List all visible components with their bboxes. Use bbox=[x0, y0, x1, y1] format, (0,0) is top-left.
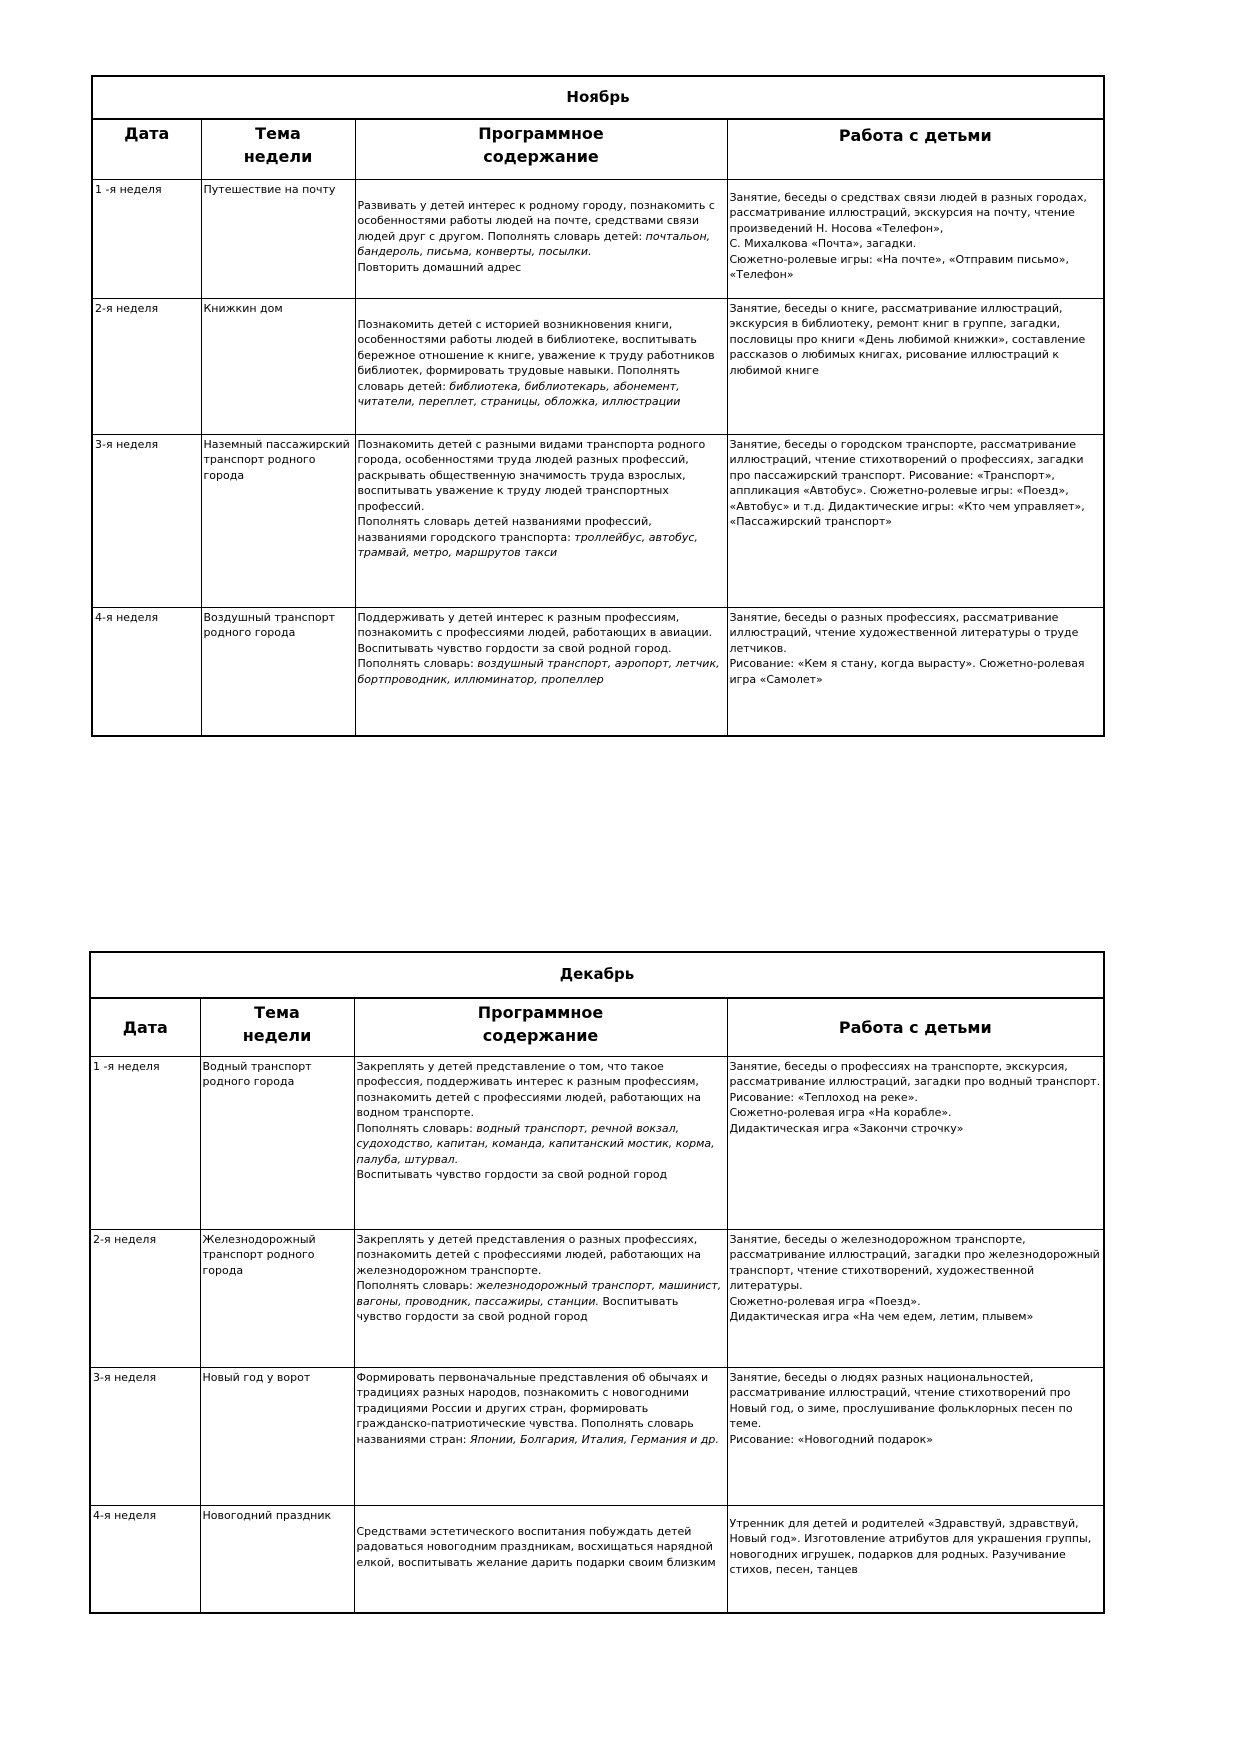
week-cell: 4-я неделя bbox=[90, 1505, 200, 1613]
vocabulary: железнодорожный транспорт, машинист, вагоны, проводник, пассажиры, станции. bbox=[356, 1279, 722, 1308]
program-cell: Закреплять у детей представление о том, что такое профессия, поддерживать интерес к разным профессиям, познакомить детей с профессиями людей, работающих на водном транспорте. Пополнять словарь: водный транспорт, речной вокзал, судоходство, капитан, команда, капитанский мостик, корма, палуба, штурвал. Воспитывать чувство гордости за свой родной город bbox=[354, 1056, 727, 1229]
vocabulary: Японии, Болгария, Италия, Германия и др. bbox=[469, 1432, 719, 1446]
work-cell: Занятие, беседы о книге, рассматривание иллюстраций, экскурсия в библиотеку, ремонт книг в группе, загадки, пословицы про книги «День любимой книжки», составление рассказов о любимых книгах, рисование иллюстраций к любимой книге bbox=[727, 298, 1104, 434]
week-cell: 4-я неделя bbox=[92, 607, 201, 736]
program-cell: Познакомить детей с историей возникновения книги, особенностями работы людей в библиотеке, воспитывать бережное отношение к книге, уважение к труду работников библиотек, формировать трудовые навыки. Пополнять словарь детей: библиотека, библиотекарь, абонемент, читатели, переплет, страницы, обложка, иллюстрации bbox=[355, 298, 727, 434]
vocabulary: троллейбус, автобус, трамвай, метро, маршрутов такси bbox=[357, 530, 698, 559]
theme-cell: Железнодорожный транспорт родного города bbox=[200, 1229, 354, 1367]
work-cell: Занятие, беседы о разных профессиях, рассматривание иллюстраций, чтение художественной литературы о труде летчиков. Рисование: «Кем я стану, когда вырасту». Сюжетно-ролевая игра «Самолет» bbox=[727, 607, 1104, 736]
work-cell: Занятие, беседы о городском транспорте, рассматривание иллюстраций, чтение стихотворений о профессиях, загадки про пассажирский транспорт. Рисование: «Транспорт», аппликация «Автобус». Сюжетно-ролевые игры: «Поезд», «Автобус» и т.д. Дидактические игры: «Кто чем управляет», «Пассажирский транспорт» bbox=[727, 434, 1104, 607]
december-table bbox=[89, 951, 1105, 1614]
header-work: Работа с детьми bbox=[727, 998, 1104, 1056]
week-cell: 1 -я неделя bbox=[92, 179, 201, 298]
program-cell: Закреплять у детей представления о разных профессиях, познакомить детей с профессиями людей, работающих на железнодорожном транспорте. Пополнять словарь: железнодорожный транспорт, машинист, вагоны, проводник, пассажиры, станции. Воспитывать чувство гордости за свой родной город bbox=[354, 1229, 727, 1367]
vocabulary: библиотека, библиотекарь, абонемент, читатели, переплет, страницы, обложка, иллюстрации bbox=[357, 379, 681, 408]
work-cell: Занятие, беседы о профессиях на транспорте, экскурсия, рассматривание иллюстраций, загадки про водный транспорт. Рисование: «Теплоход на реке». Сюжетно-ролевая игра «На корабле». Дидактическая игра «Закончи строчку» bbox=[727, 1056, 1104, 1229]
theme-cell: Водный транспорт родного города bbox=[200, 1056, 354, 1229]
month-title: Декабрь bbox=[90, 952, 1104, 998]
week-cell: 3-я неделя bbox=[92, 434, 201, 607]
theme-cell: Наземный пассажирский транспорт родного города bbox=[201, 434, 355, 607]
work-cell: Занятие, беседы о людях разных национальностей, рассматривание иллюстраций, чтение стихотворений про Новый год, о зиме, прослушивание фольклорных песен по теме. Рисование: «Новогодний подарок» bbox=[727, 1367, 1104, 1505]
theme-cell: Воздушный транспорт родного города bbox=[201, 607, 355, 736]
theme-cell: Новогодний праздник bbox=[200, 1505, 354, 1613]
header-program: Программное содержание bbox=[354, 998, 727, 1056]
program-cell: Познакомить детей с разными видами транспорта родного города, особенностями труда людей разных профессий, раскрывать общественную значимость труда взрослых, воспитывать уважение к труду людей транспортных профессий. Пополнять словарь детей названиями профессий, названиями городского транспорта: троллейбус, автобус, трамвай, метро, маршрутов такси bbox=[355, 434, 727, 607]
theme-cell: Книжкин дом bbox=[201, 298, 355, 434]
work-cell: Занятие, беседы о железнодорожном транспорте, рассматривание иллюстраций, загадки про железнодорожный транспорт, чтение стихотворений, художественной литературы. Сюжетно-ролевая игра «Поезд». Дидактическая игра «На чем едем, летим, плывем» bbox=[727, 1229, 1104, 1367]
vocabulary: почтальон, бандероль, письма, конверты, посылки. bbox=[357, 229, 711, 258]
week-cell: 2-я неделя bbox=[92, 298, 201, 434]
work-cell: Занятие, беседы о средствах связи людей в разных городах, рассматривание иллюстраций, экскурсия на почту, чтение произведений Н. Носова «Телефон», С. Михалкова «Почта», загадки. Сюжетно-ролевые игры: «На почте», «Отправим письмо», «Телефон» bbox=[727, 179, 1104, 298]
header-date: Дата bbox=[92, 119, 201, 179]
week-cell: 1 -я неделя bbox=[90, 1056, 200, 1229]
november-table bbox=[91, 75, 1105, 737]
header-date: Дата bbox=[90, 998, 200, 1056]
theme-cell: Новый год у ворот bbox=[200, 1367, 354, 1505]
header-work: Работа с детьми bbox=[727, 119, 1104, 179]
header-program: Программное содержание bbox=[355, 119, 727, 179]
vocabulary: воздушный транспорт, аэропорт, летчик, бортпроводник, иллюминатор, пропеллер bbox=[357, 657, 720, 686]
program-cell: Формировать первоначальные представления об обычаях и традициях разных народов, познакомить с новогодними традициями России и других стран, формировать гражданско-патриотические чувства. Пополнять словарь названиями стран: Японии, Болгария, Италия, Германия и др. bbox=[354, 1367, 727, 1505]
work-cell: Утренник для детей и родителей «Здравствуй, здравствуй, Новый год». Изготовление атрибутов для украшения группы, новогодних игрушек, подарков для родных. Разучивание стихов, песен, танцев bbox=[727, 1505, 1104, 1613]
header-theme: Тема недели bbox=[200, 998, 354, 1056]
header-theme: Тема недели bbox=[201, 119, 355, 179]
theme-cell: Путешествие на почту bbox=[201, 179, 355, 298]
program-cell: Развивать у детей интерес к родному городу, познакомить с особенностями работы людей на почте, средствами связи людей друг с другом. Пополнять словарь детей: почтальон, бандероль, письма, конверты, посылки. Повторить домашний адрес bbox=[355, 179, 727, 298]
month-title: Ноябрь bbox=[92, 76, 1104, 119]
program-cell: Поддерживать у детей интерес к разным профессиям, познакомить с профессиями людей, работающих в авиации. Воспитывать чувство гордости за свой родной город. Пополнять словарь: воздушный транспорт, аэропорт, летчик, бортпроводник, иллюминатор, пропеллер bbox=[355, 607, 727, 736]
week-cell: 2-я неделя bbox=[90, 1229, 200, 1367]
vocabulary: водный транспорт, речной вокзал, судоходство, капитан, команда, капитанский мостик, корма, палуба, штурвал. bbox=[356, 1121, 715, 1166]
program-cell: Средствами эстетического воспитания побуждать детей радоваться новогодним праздникам, восхищаться нарядной елкой, воспитывать желание дарить подарки своим близким bbox=[354, 1505, 727, 1613]
week-cell: 3-я неделя bbox=[90, 1367, 200, 1505]
